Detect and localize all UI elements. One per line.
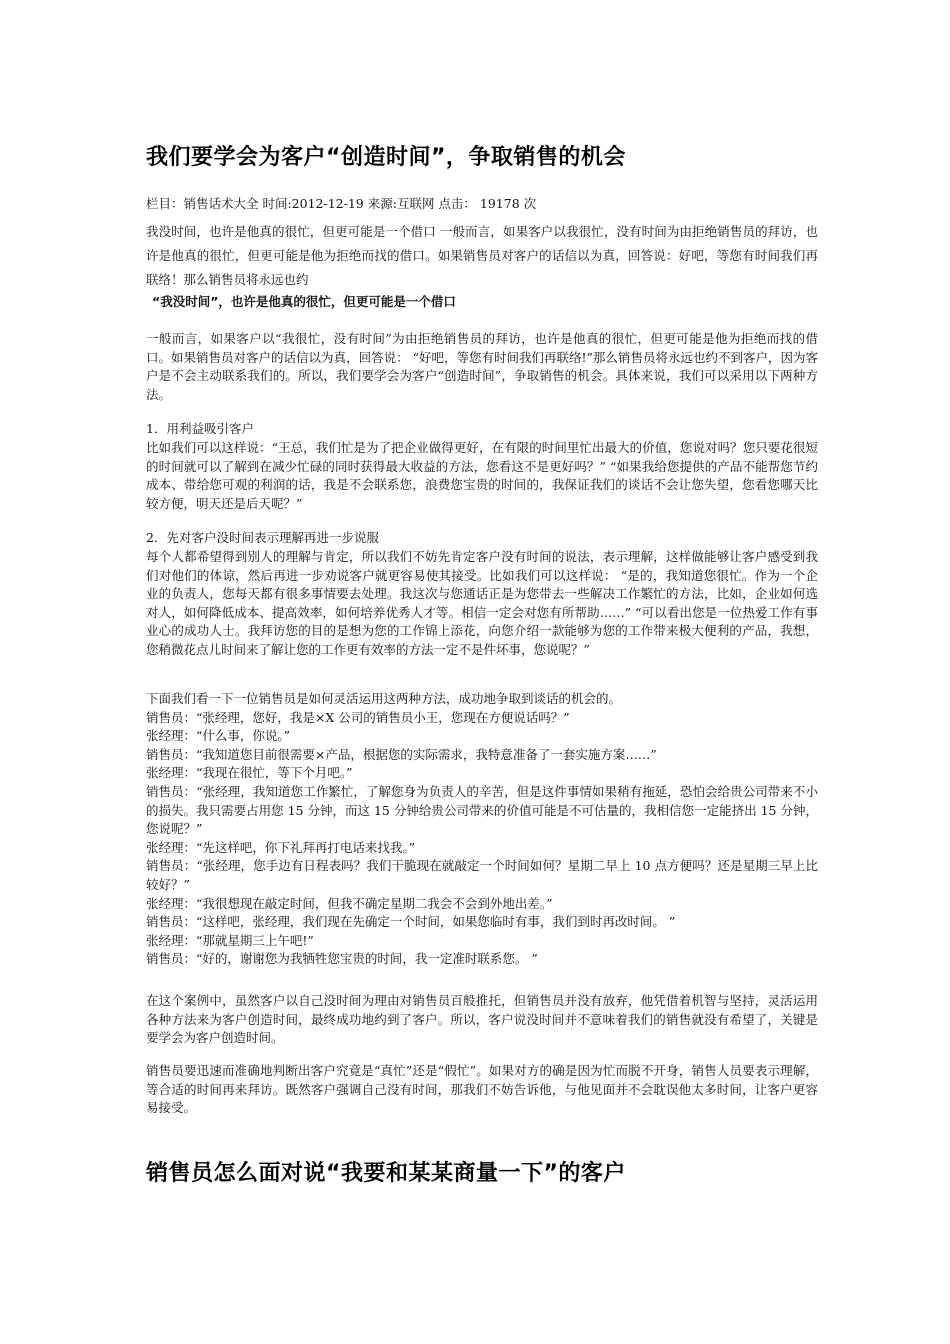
section-subheading: “我没时间”，也许是他真的很忙，但更可能是一个借口 [152, 294, 456, 309]
dialogue-line: 销售员：“张经理，您好，我是×X 公司的销售员小王，您现在方便说话吗？” [146, 709, 570, 725]
conclusion-2: 销售员要迅速而准确地判断出客户究竟是“真忙”还是“假忙”。如果对方的确是因为忙而脱不开身，销售人员要表示理解，等合适的时间再来拜访。既然客户强调自己没有时间，那我们不妨告诉他，与他见面并不会耽误他太多时间，让客户更容易接受。 [146, 1063, 818, 1116]
method-1-body: 比如我们可以这样说：“王总，我们忙是为了把企业做得更好，在有限的时间里忙出最大的价值，您说对吗？您只要花很短的时间就可以了解到在减少忙碌的同时获得最大收益的方法，您看这不是更好吗？” “如果我给您提供的产品不能帮您节约成本、带给您可观的利润的话，我是不会联系您，浪费您宝贵的时间的，我保证我们的谈话不会让您失望，您看您哪天比较方便，明天还是后天呢？” [146, 440, 818, 511]
paragraph-1: 一般而言，如果客户以“我很忙，没有时间”为由拒绝销售员的拜访，也许是他真的很忙，但更可能是他为拒绝而找的借口。如果销售员对客户的话信以为真，回答说： “好吧，等您有时间我们再联络!”那么销售员将永远也约不到客户，因为客户是不会主动联系我们的。所以，我们要学会为客户“创造时间”，争取销售的机会。具体来说，我们可以采用以下两种方法。 [146, 331, 818, 402]
dialogue-line: 张经理：“先这样吧，你下礼拜再打电话来找我。” [146, 839, 416, 855]
dialogue-line: 张经理：“那就星期三上午吧!” [146, 932, 314, 948]
article-title: 我们要学会为客户“创造时间”，争取销售的机会 [146, 145, 626, 170]
next-article-title: 销售员怎么面对说“我要和某某商量一下”的客户 [146, 1161, 626, 1186]
dialogue-block [146, 690, 818, 969]
article-meta: 栏目：销售话术大全 时间:2012-12-19 来源:互联网 点击： 19178 次 [146, 196, 537, 211]
dialogue-line: 张经理：“我很想现在敲定时间，但我不确定星期二我会不会到外地出差。” [146, 895, 553, 911]
method-1-title: 1．用利益吸引客户 [146, 421, 254, 436]
method-2-title: 2．先对客户没时间表示理解再进一步说服 [146, 530, 379, 545]
conclusion-1: 在这个案例中，虽然客户以自己没时间为理由对销售员百般推托，但销售员并没有放弃，他凭借着机智与坚持，灵活运用各种方法来为客户创造时间，最终成功地约到了客户。所以，客户说没时间并不意味着我们的销售就没有希望了，关键是要学会为客户创造时间。 [146, 993, 818, 1046]
dialogue-line: 张经理：“什么事，你说。” [146, 728, 291, 744]
dialogue-line: 销售员：“我知道您目前很需要×产品，根据您的实际需求，我特意准备了一套实施方案……” [146, 746, 657, 762]
dialogue-line: 张经理：“我现在很忙，等下个月吧。” [146, 765, 353, 781]
dialogue-line: 销售员：“这样吧，张经理，我们现在先确定一个时间，如果您临时有事，我们到时再改时间。 ” [146, 914, 676, 930]
dialogue-line: 销售员：“好的，谢谢您为我牺牲您宝贵的时间，我一定准时联系您。 ” [146, 951, 538, 967]
dialogue-line: 销售员：“张经理，我知道您工作繁忙，了解您身为负责人的辛苦，但是这件事情如果稍有拖延，恐怕会给贵公司带来不小的损失。我只需要占用您 15 分钟，而这 15 分钟给贵公司带来的价值可能是不可估量的，我相信您一定能挤出 15 分钟，您说呢？” [146, 783, 818, 837]
dialogue-intro: 下面我们看一下一位销售员是如何灵活运用这两种方法，成功地争取到谈话的机会的。 [146, 691, 622, 706]
article-intro: 我没时间，也许是他真的很忙，但更可能是一个借口 一般而言，如果客户以我很忙，没有时间为由拒绝销售员的拜访，也许是他真的很忙，但更可能是他为拒绝而找的借口。如果销售员对客户的话信以为真，回答说：好吧，等您有时间我们再联络！那么销售员将永远也约 [146, 224, 818, 287]
dialogue-line: 销售员：“张经理，您手边有日程表吗？我们干脆现在就敲定一个时间如何？星期二早上 10 点方便吗？还是星期三早上比较好？” [146, 858, 818, 892]
method-2-body: 每个人都希望得到别人的理解与肯定，所以我们不妨先肯定客户没有时间的说法，表示理解，这样做能够让客户感受到我们对他们的体谅，然后再进一步劝说客户就更容易使其接受。比如我们可以这样说： “是的，我知道您很忙。作为一个企业的负责人，您每天都有很多事情要去处理。我这次与您通话正是为您带去一些解决工作繁忙的方法，比如，企业如何选对人，如何降低成本、提高效率，如何培养优秀人才等。相信一定会对您有所帮助……” “可以看出您是一位热爱工作有事业心的成功人士。我拜访您的目的是想为您的工作锦上添花，向您介绍一款能够为您的工作带来极大便利的产品，我想，您稍微花点儿时间来了解让您的工作更有效率的方法一定不是件坏事，您说呢？” [146, 549, 818, 657]
